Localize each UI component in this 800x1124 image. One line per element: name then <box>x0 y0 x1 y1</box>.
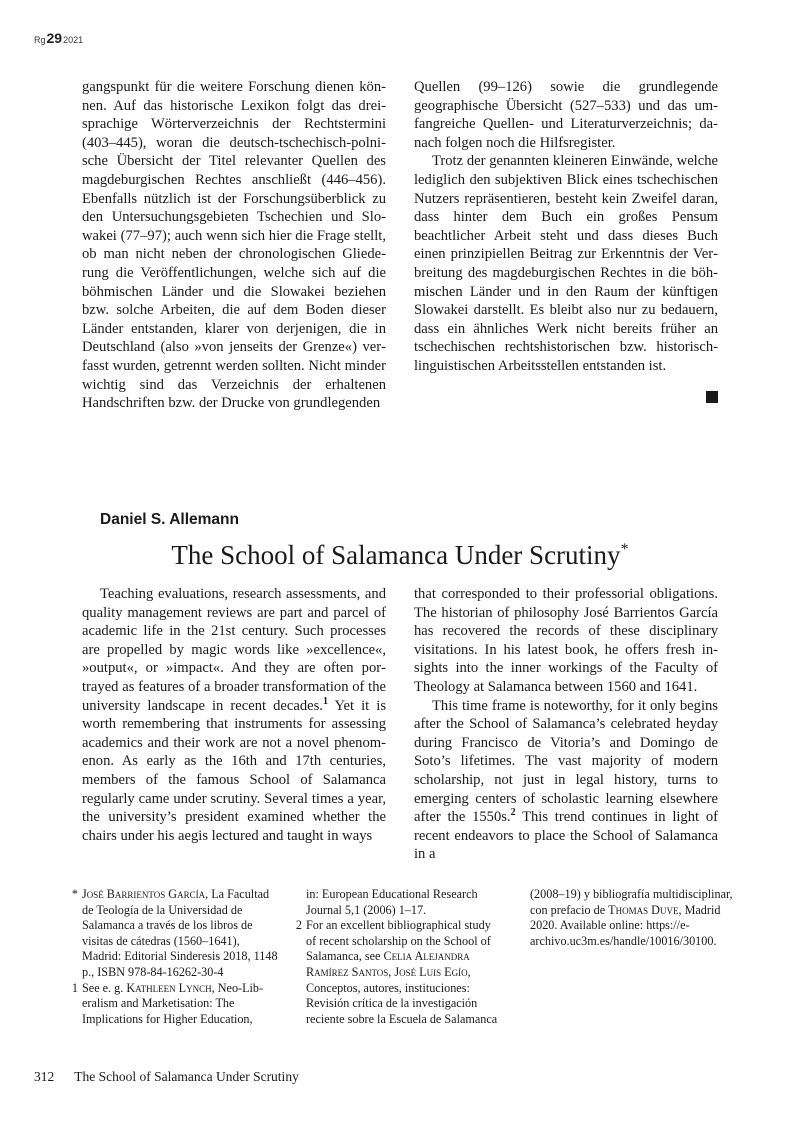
footnotes-column-2 <box>288 887 498 1027</box>
page-number: 312 <box>34 1069 55 1084</box>
prev-review-right-paragraph-1: Quellen (99–126) sowie die grundlegende geographische Übersicht (527–533) und das umfangreiche Quellen- und Literaturverzeichnis; danach folgen noch die Hilfsregister. <box>414 79 718 151</box>
footnote-2-continued <box>530 887 736 949</box>
article-left-column <box>82 585 386 845</box>
footnote-1-cont-text: in: European Educational Research Journal 5,1 (2006) 1–17. <box>306 887 478 917</box>
article-right-column <box>414 585 718 864</box>
running-title: The School of Salamanca Under Scrutiny <box>74 1069 299 1084</box>
article-paragraph-1-cont: that corresponded to their professorial obligations. The historian of philosophy José Barrientos García has recovered the records of these disciplinary visitations. In his latest book, he offers fresh insights into the inner workings of the Faculty of Theology at Salamanca between 1560 and 1641. <box>414 586 718 695</box>
footnote-star-author: José Barrientos García <box>82 887 206 901</box>
journal-abbrev: Rg <box>34 35 46 45</box>
article-p2-text-b: This trend continues in light of recent endeavors to place the School of Salamanca in a <box>414 809 718 863</box>
footnote-2-prefix: For an excellent bibliographical study of recent scholarship on the School of Salamanca, see <box>306 918 491 964</box>
article-author: Daniel S. Allemann <box>100 511 239 528</box>
footnote-2-cont-text-b: , Madrid 2020. Available online: https://e-archivo.uc3m.es/handle/10016/30100. <box>530 902 721 948</box>
title-footnote-mark: * <box>620 541 629 558</box>
running-header <box>34 30 83 46</box>
footnote-2-text: , Conceptos, autores, instituciones: Revisión crítica de la investigación reciente sobre la Escuela de Salamanca <box>306 964 498 1026</box>
prev-review-left-text: gangspunkt für die weitere Forschung dienen können. Auf das historische Lexikon folgt das dreisprachige Wörterverzeichnis der Rechtstermini (403–445), woran die deutsch-tschechisch-polnische Übersicht der Titel relevanter Quellen des magdeburgischen Rechtes anschließt (446–456). Ebenfalls nützlich ist der Forschungsüberblick zu den Untersuchungsgebieten Tschechien und Slowakei (77–97); auch wenn sich hier die Frage stellt, ob man nicht neben der chronologischen Gliederung die Veröffentlichungen, welche sich auf die böhmischen Länder und die Slowakei beziehen bzw. solche Arbeiten, die auf dem Boden dieser Länder entstanden, klarer von derjenigen, die in Deutschland (also »von jenseits der Grenze«) verfasst wurden, getrennt werden sollten. Nicht minder wichtig sind das Verzeichnis der erhaltenen Handschriften bzw. der Drucke von grundlegenden <box>82 79 386 412</box>
volume-number: 29 <box>46 30 63 46</box>
footnotes-column-3 <box>530 887 736 949</box>
footnote-1-author: Kathleen Lynch <box>126 980 212 995</box>
article-paragraph-1 <box>82 585 386 845</box>
article-p1-text-b: Yet it is worth remembering that instruments for assessing academics and their work are not a novel phenomenon. As early as the 16th and 17th centuries, members of the famous School of Salamanca regularly came under scrutiny. Several times a year, the university’s president examined whether the chairs under his aegis lectured and taught in ways <box>82 697 386 844</box>
article-title <box>0 532 800 573</box>
footnote-2-cont-text-a: (2008–19) y bibliografía multidisciplinar, con prefacio de <box>530 887 733 917</box>
footnote-ref-1[interactable]: 1 <box>322 695 328 707</box>
prev-review-right-paragraph-2: Trotz der genannten kleineren Einwände, welche lediglich den subjektiven Blick eines tschechischen Nutzers repräsentieren, besteht kein Zweifel daran, dass hinter dem Buch ein großes Pensum beachtlicher Arbeit steht und dass dieses Buch einen prinzipiellen Beitrag zur Erkenntnis der Verbreitung des magdeburgischen Rechtes in die böhmischen Länder und in den Raum der künftigen Slowakei darstellt. Es bleibt also nur zu bedauern, dass ein ähnliches Werk nicht bereits früher an tschechischen rechtshistorischen bzw. historisch-linguistischen Arbeitsstellen entstanden ist. <box>414 153 718 374</box>
article-paragraph-2 <box>414 697 718 864</box>
article-title-text: The School of Salamanca Under Scrutiny <box>171 540 621 570</box>
article-p2-text-a: This time frame is noteworthy, for it only begins after the School of Salamanca’s celebrated heyday during Francisco de Vitoria’s and Domingo de Soto’s lifetimes. The vast majority of modern scholarship, not just in legal history, turns to emerging centers of scholastic learning elsewhere after the 1550s. <box>414 697 718 826</box>
year: 2021 <box>63 35 84 45</box>
footnote-1-text: , Neo-Liberalism and Marketisation: The Implications for Higher Education, <box>82 980 264 1026</box>
footnote-2-mark: 2 <box>295 918 302 933</box>
footnote-2 <box>288 918 498 1027</box>
footnote-1-prefix: See e. g. <box>82 980 127 995</box>
footnote-ref-2[interactable]: 2 <box>510 807 516 819</box>
footnote-1 <box>64 981 278 1028</box>
footnote-2-cont-author: Thomas Duve <box>608 902 679 917</box>
prev-review-left-column <box>82 78 386 413</box>
end-of-review-square-icon <box>706 391 718 403</box>
footnote-1-mark: 1 <box>71 980 78 995</box>
prev-review-right-column <box>414 78 718 376</box>
footnote-star-text: , La Facultad de Teología de la Universidad de Salamanca a través de los libros de visitas de cátedras (1560–1641), Madrid: Editorial Sinderesis 2018, 1148 p., ISBN 978-84-16262-30-4 <box>82 887 278 979</box>
footnote-star-mark: * <box>71 887 78 901</box>
footnotes-column-1 <box>64 887 278 1027</box>
article-p1-text-a: Teaching evaluations, research assessments, and quality management reviews are part and parcel of academic life in the 21st century. Such processes are propelled by magic words like »excellence«, »output«, or »impact«. And they are often portrayed as features of a broader transformation of the university landscape in recent decades. <box>82 586 386 714</box>
page-footer <box>34 1069 299 1085</box>
footnote-2-authors: Celia Alejandra Ramírez Santos, José Luis Egío <box>306 949 470 979</box>
footnote-1-continued <box>288 887 498 918</box>
footnote-star <box>64 887 278 981</box>
